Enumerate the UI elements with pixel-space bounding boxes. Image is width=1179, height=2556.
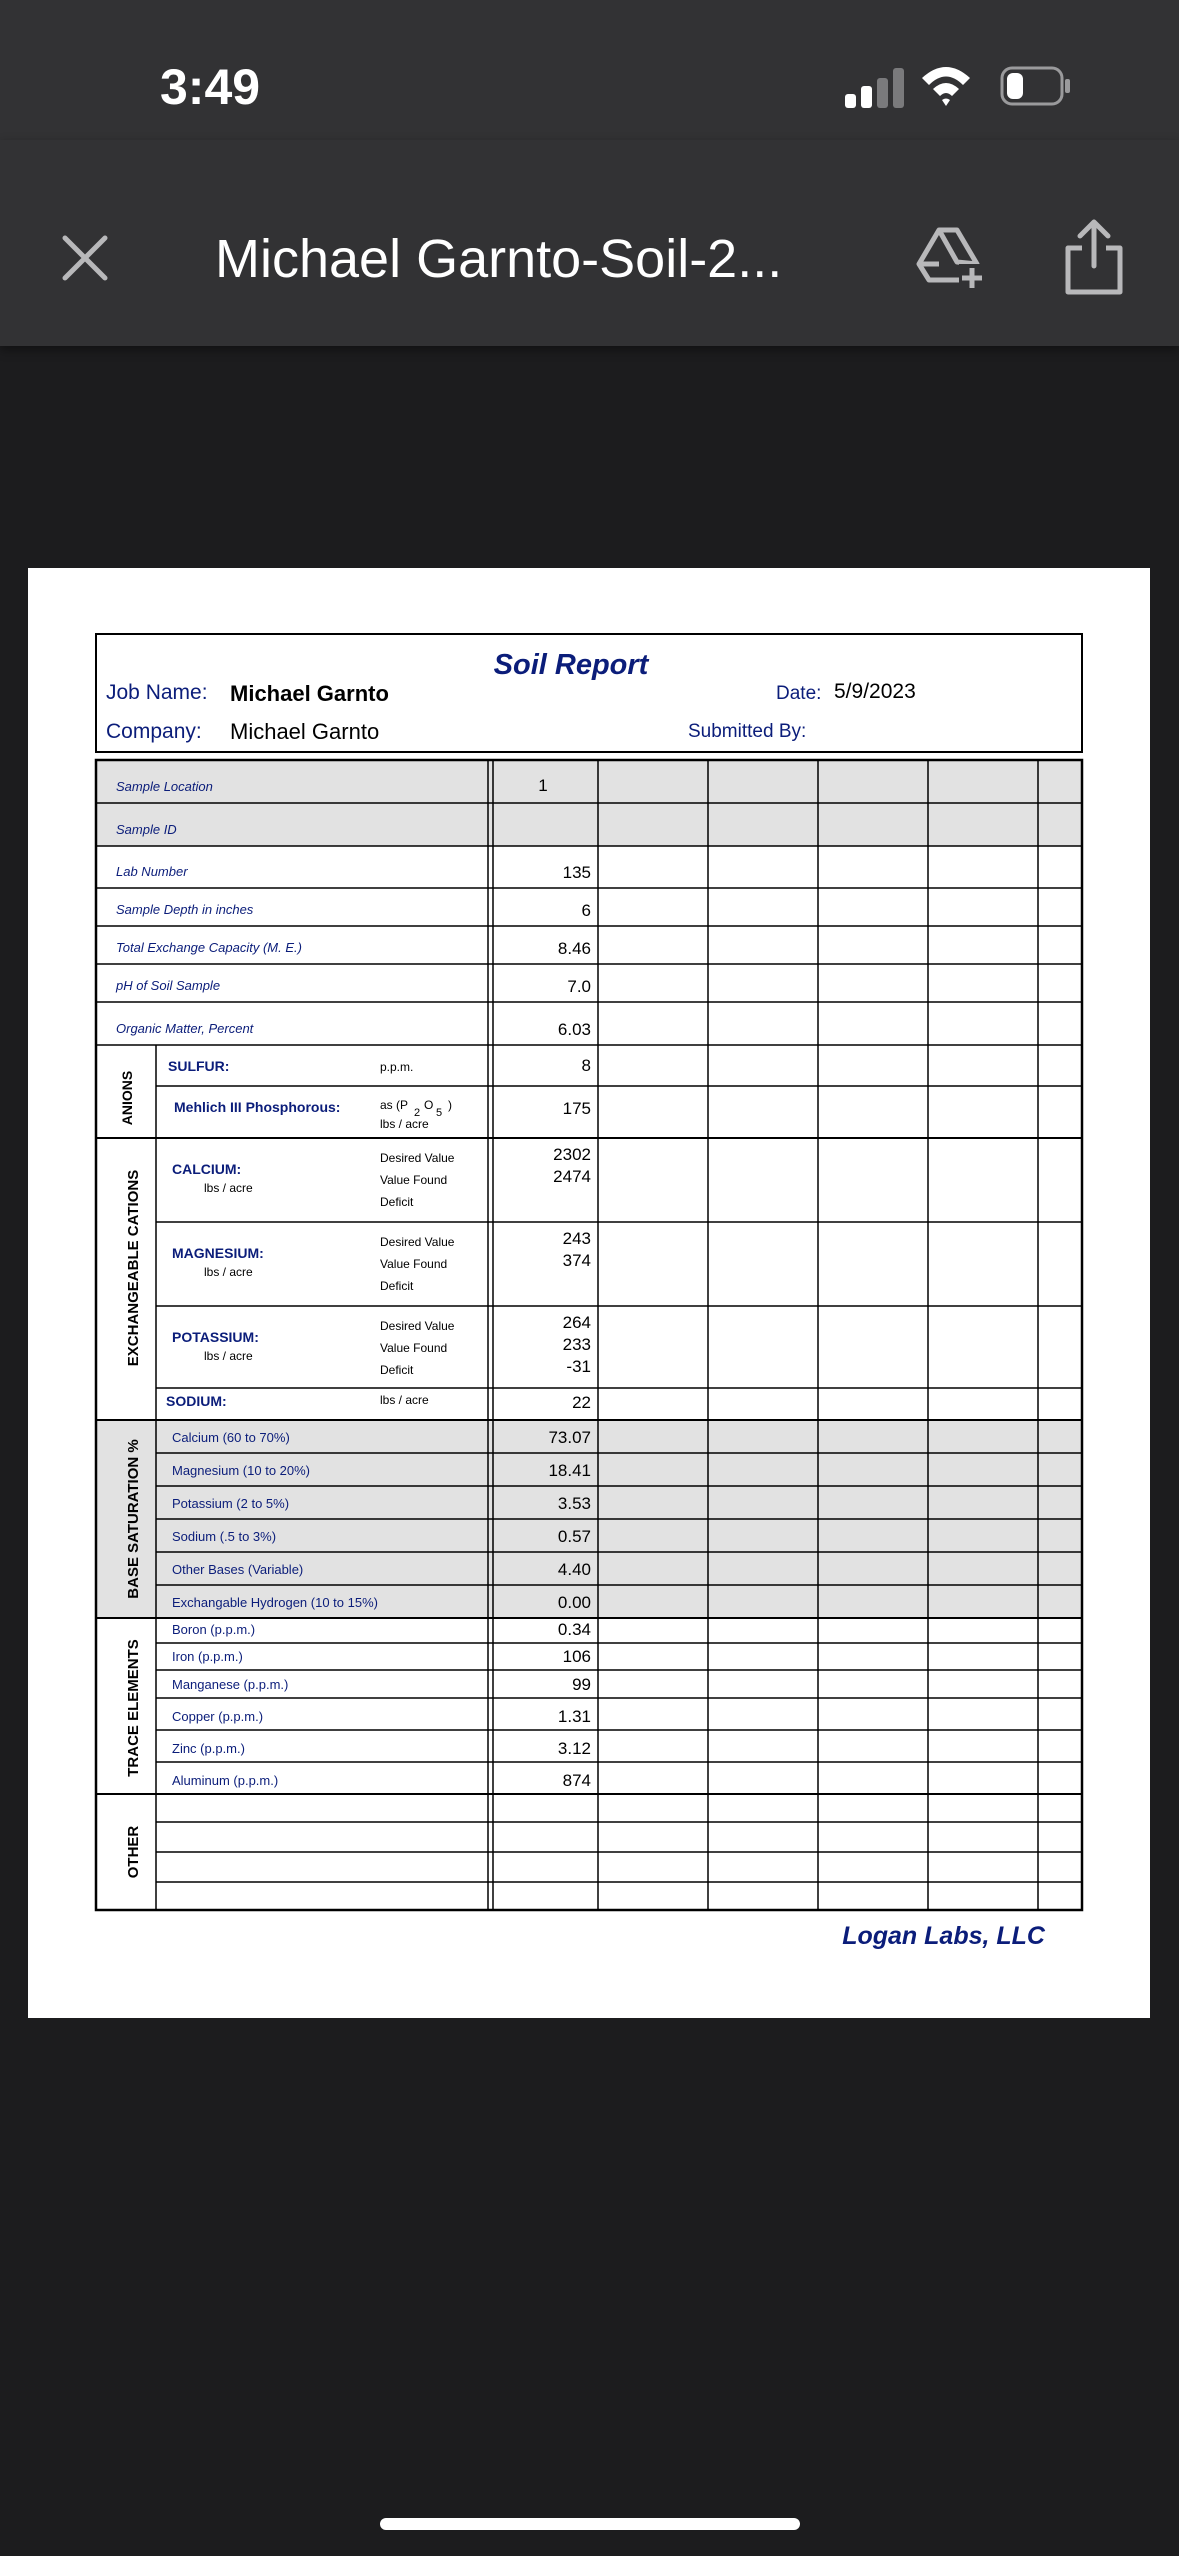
base-sat-label-1: Magnesium (10 to 20%)	[172, 1463, 311, 1478]
cation-name-0: CALCIUM:	[172, 1161, 242, 1177]
company-label: Company:	[106, 720, 202, 743]
job-name-label: Job Name:	[106, 681, 208, 704]
sodium-name: SODIUM:	[166, 1393, 227, 1409]
phosphorous-unit-o: O	[424, 1098, 434, 1112]
job-name-value: Michael Garnto	[230, 681, 389, 706]
trace-value-1: 106	[562, 1647, 591, 1666]
close-icon[interactable]	[55, 228, 115, 288]
share-icon[interactable]	[1060, 216, 1128, 296]
document-title: Michael Garnto-Soil-2...	[215, 229, 783, 289]
anions-label: ANIONS	[119, 1070, 135, 1126]
base-sat-value-3: 0.57	[557, 1527, 591, 1546]
report-table	[96, 760, 1082, 1910]
sodium-value: 22	[572, 1393, 591, 1412]
base-sat-label-3: Sodium (.5 to 3%)	[172, 1529, 277, 1544]
row-label-1: Sample ID	[116, 822, 177, 837]
row-label-0: Sample Location	[116, 779, 213, 794]
cation-name-2: POTASSIUM:	[172, 1329, 259, 1345]
date-value: 5/9/2023	[834, 680, 916, 703]
row-value-6: 6.03	[557, 1020, 591, 1039]
cations-label: EXCHANGEABLE CATIONS	[125, 1169, 142, 1367]
base-sat-label-5: Exchangable Hydrogen (10 to 15%)	[172, 1595, 378, 1610]
phosphorous-unit-close: )	[448, 1098, 452, 1112]
cation-value-0-1: 2474	[553, 1167, 591, 1186]
cation-sub-label-1-2: Deficit	[380, 1279, 414, 1293]
cation-unit-0: lbs / acre	[204, 1181, 253, 1195]
row-label-2: Lab Number	[116, 864, 188, 879]
phosphorous-sub-5: 5	[436, 1107, 443, 1119]
cation-sub-label-1-0: Desired Value	[380, 1235, 455, 1249]
cation-sub-label-2-1: Value Found	[380, 1341, 448, 1355]
submitted-by-label: Submitted By:	[688, 721, 807, 742]
trace-label-0: Boron (p.p.m.)	[172, 1622, 256, 1637]
base-saturation-label: BASE SATURATION %	[125, 1439, 142, 1599]
trace-value-4: 3.12	[557, 1739, 591, 1758]
cation-sub-label-2-2: Deficit	[380, 1363, 414, 1377]
soil-report	[28, 568, 1150, 2018]
cation-sub-label-1-1: Value Found	[380, 1257, 448, 1271]
row-label-6: Organic Matter, Percent	[116, 1021, 254, 1036]
wifi-icon	[918, 60, 974, 110]
trace-value-5: 874	[562, 1771, 591, 1790]
base-sat-value-5: 0.00	[557, 1593, 591, 1612]
cation-value-1-0: 243	[562, 1229, 591, 1248]
phosphorous-name: Mehlich III Phosphorous:	[174, 1099, 341, 1115]
trace-label: TRACE ELEMENTS	[125, 1639, 142, 1777]
cation-sub-label-2-0: Desired Value	[380, 1319, 455, 1333]
add-to-drive-icon[interactable]	[915, 222, 985, 292]
row-value-0: 1	[538, 776, 548, 795]
cation-value-0-0: 2302	[553, 1145, 591, 1164]
cation-name-1: MAGNESIUM:	[172, 1245, 264, 1261]
base-sat-value-2: 3.53	[557, 1494, 591, 1513]
row-value-3: 6	[581, 901, 591, 920]
cation-unit-1: lbs / acre	[204, 1265, 253, 1279]
sulfur-value: 8	[581, 1056, 591, 1075]
base-sat-label-4: Other Bases (Variable)	[172, 1562, 304, 1577]
trace-label-4: Zinc (p.p.m.)	[172, 1741, 245, 1756]
lab-footer: Logan Labs, LLC	[842, 1922, 1045, 1950]
phosphorous-value: 175	[562, 1099, 591, 1118]
row-value-5: 7.0	[567, 977, 591, 996]
cellular-signal-icon	[845, 66, 905, 108]
base-sat-value-0: 73.07	[548, 1428, 591, 1447]
company-value: Michael Garnto	[230, 719, 380, 744]
trace-label-1: Iron (p.p.m.)	[172, 1649, 243, 1664]
home-indicator[interactable]	[380, 2518, 800, 2530]
status-time: 3:49	[160, 59, 261, 115]
base-sat-value-4: 4.40	[557, 1560, 591, 1579]
cation-value-2-2: -31	[566, 1357, 591, 1376]
trace-label-3: Copper (p.p.m.)	[172, 1709, 264, 1724]
phosphorous-unit-as: as (P	[380, 1098, 409, 1112]
trace-value-2: 99	[572, 1675, 591, 1694]
cation-sub-label-0-2: Deficit	[380, 1195, 414, 1209]
battery-icon	[1000, 66, 1072, 106]
other-label: OTHER	[125, 1825, 142, 1879]
sodium-unit: lbs / acre	[380, 1393, 429, 1407]
trace-label-5: Aluminum (p.p.m.)	[172, 1773, 279, 1788]
date-label: Date:	[776, 683, 822, 704]
trace-label-2: Manganese (p.p.m.)	[172, 1677, 289, 1692]
status-bar	[0, 0, 1179, 140]
row-value-4: 8.46	[557, 939, 591, 958]
trace-value-0: 0.34	[557, 1620, 591, 1639]
phosphorous-unit-lbs: lbs / acre	[380, 1117, 429, 1131]
cation-unit-2: lbs / acre	[204, 1349, 253, 1363]
document-header	[0, 140, 1179, 346]
cation-value-2-0: 264	[562, 1313, 591, 1332]
trace-value-3: 1.31	[557, 1707, 591, 1726]
report-title: Soil Report	[493, 649, 649, 681]
row-label-3: Sample Depth in inches	[116, 902, 254, 917]
row-label-4: Total Exchange Capacity (M. E.)	[116, 940, 302, 955]
sulfur-unit: p.p.m.	[380, 1060, 414, 1074]
cation-sub-label-0-0: Desired Value	[380, 1151, 455, 1165]
cation-value-1-1: 374	[562, 1251, 591, 1270]
phosphorous-sub-2: 2	[414, 1107, 421, 1119]
base-sat-label-2: Potassium (2 to 5%)	[172, 1496, 290, 1511]
base-sat-value-1: 18.41	[548, 1461, 591, 1480]
row-label-5: pH of Soil Sample	[116, 978, 221, 993]
sulfur-name: SULFUR:	[168, 1058, 230, 1074]
cation-sub-label-0-1: Value Found	[380, 1173, 448, 1187]
cation-value-2-1: 233	[562, 1335, 591, 1354]
row-value-2: 135	[562, 863, 591, 882]
base-sat-label-0: Calcium (60 to 70%)	[172, 1430, 290, 1445]
pdf-page[interactable]	[28, 568, 1150, 2018]
